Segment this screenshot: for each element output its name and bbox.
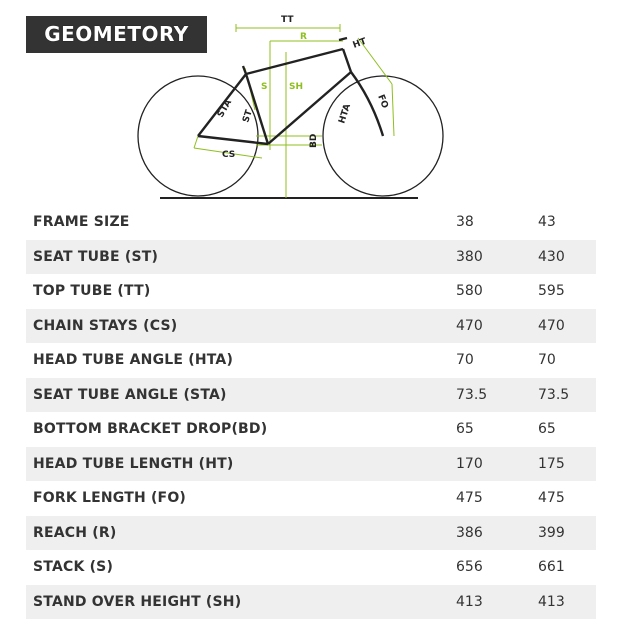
size-43-value: 70 — [538, 352, 556, 368]
size-43-value: 475 — [538, 490, 565, 506]
row-label: FORK LENGTH (FO) — [33, 490, 187, 506]
label-hta: HTA — [337, 102, 354, 125]
label-bd: BD — [309, 133, 319, 148]
label-sh: SH — [289, 82, 304, 92]
table-row — [26, 516, 596, 551]
label-ht: HT — [351, 36, 368, 51]
size-43-value: 413 — [538, 593, 565, 610]
size-43-value: 661 — [538, 559, 565, 575]
geometry-table — [26, 205, 596, 619]
table-row — [26, 274, 596, 309]
size-43-value: 430 — [538, 248, 565, 265]
size-38-value: 475 — [456, 490, 483, 506]
label-cs: CS — [222, 150, 236, 160]
table-row — [26, 205, 596, 240]
size-38-value: 580 — [456, 283, 483, 299]
table-row — [26, 585, 596, 620]
size-43-value: 65 — [538, 421, 556, 437]
size-38-value: 380 — [456, 248, 483, 265]
label-s: S — [261, 82, 268, 92]
row-label: STACK (S) — [33, 559, 114, 575]
size-38-value: 73.5 — [456, 386, 488, 403]
label-sta: STA — [215, 98, 235, 120]
row-label: REACH (R) — [33, 524, 117, 541]
row-label: SEAT TUBE (ST) — [33, 248, 159, 265]
size-43-value: 595 — [538, 283, 565, 299]
label-r: R — [300, 32, 307, 42]
size-43-value: 43 — [538, 214, 556, 230]
table-row — [26, 550, 596, 585]
size-38-value: 656 — [456, 559, 483, 575]
row-label: FRAME SIZE — [33, 214, 130, 230]
bike-geometry-diagram — [0, 0, 620, 205]
row-label: SEAT TUBE ANGLE (STA) — [33, 386, 227, 403]
size-43-value: 73.5 — [538, 386, 570, 403]
size-38-value: 70 — [456, 352, 474, 368]
label-fo: FO — [375, 93, 390, 110]
table-row — [26, 412, 596, 447]
label-tt: TT — [281, 15, 294, 25]
size-38-value: 386 — [456, 524, 483, 541]
row-label: TOP TUBE (TT) — [33, 283, 151, 299]
size-43-value: 470 — [538, 317, 565, 334]
table-row — [26, 309, 596, 344]
table-row — [26, 481, 596, 516]
size-38-value: 170 — [456, 455, 483, 472]
size-43-value: 399 — [538, 524, 565, 541]
label-st: ST — [241, 108, 255, 124]
size-38-value: 470 — [456, 317, 483, 334]
table-row — [26, 378, 596, 413]
row-label: HEAD TUBE LENGTH (HT) — [33, 455, 234, 472]
size-38-value: 65 — [456, 421, 474, 437]
table-row — [26, 343, 596, 378]
table-row — [26, 240, 596, 275]
size-38-value: 38 — [456, 214, 474, 230]
row-label: STAND OVER HEIGHT (SH) — [33, 593, 242, 610]
row-label: BOTTOM BRACKET DROP(BD) — [33, 421, 268, 437]
page-title: GEOMETORY — [44, 22, 189, 46]
size-43-value: 175 — [538, 455, 565, 472]
table-row — [26, 447, 596, 482]
row-label: CHAIN STAYS (CS) — [33, 317, 178, 334]
row-label: HEAD TUBE ANGLE (HTA) — [33, 352, 234, 368]
size-38-value: 413 — [456, 593, 483, 610]
